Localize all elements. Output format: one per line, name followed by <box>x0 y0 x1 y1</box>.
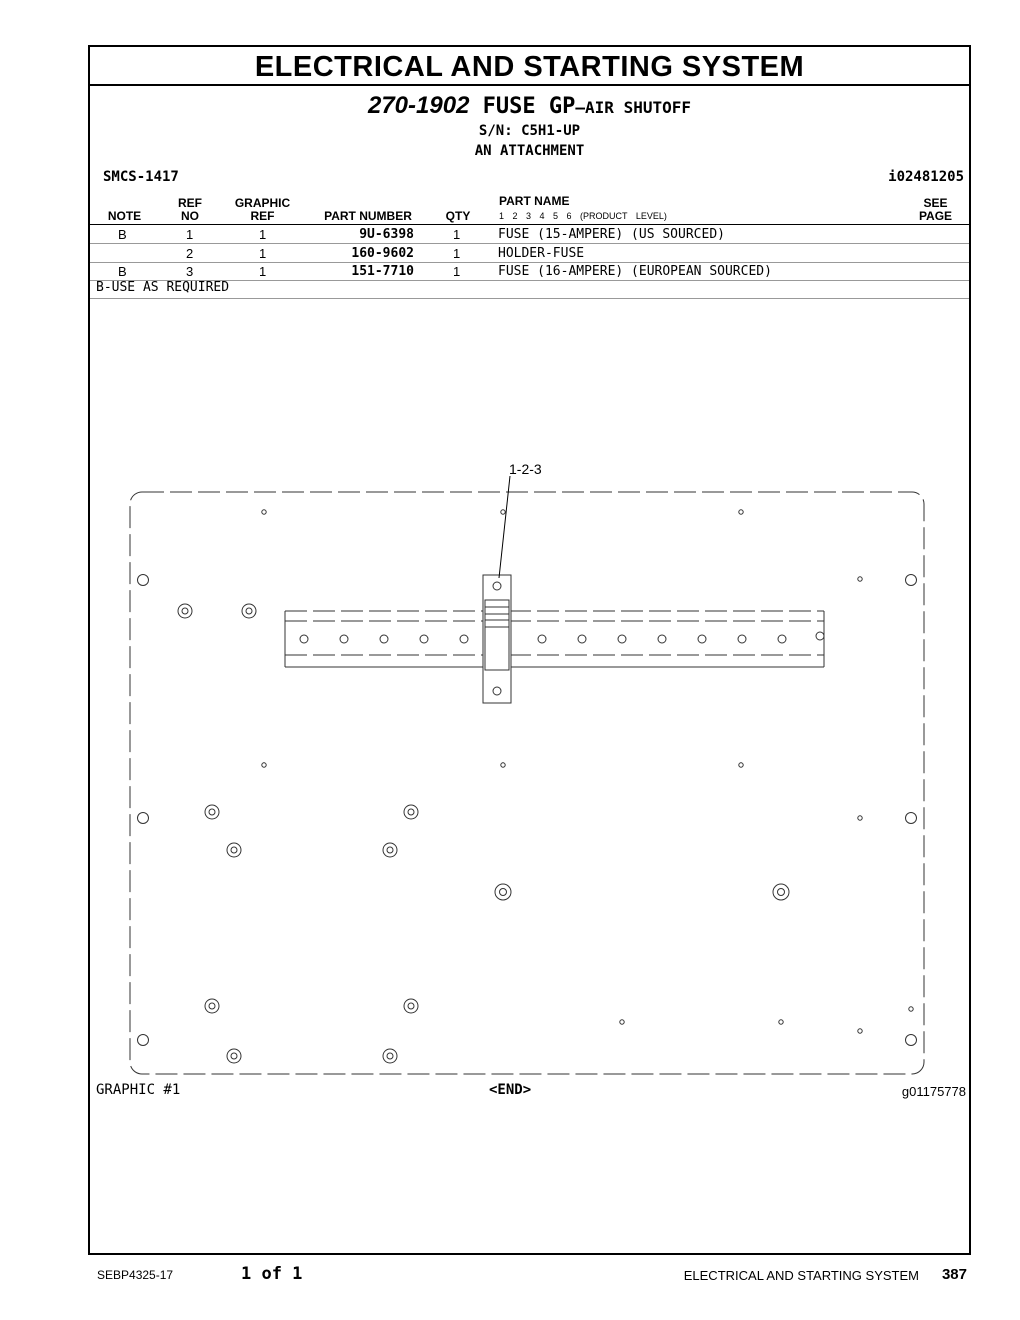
col-product-level: 1 2 3 4 5 6 (PRODUCT LEVEL) <box>499 211 667 221</box>
row-graphic: 1 <box>259 264 267 279</box>
graphic-id: g01175778 <box>901 1084 966 1099</box>
group-desc: AIR SHUTOFF <box>585 98 691 117</box>
callout-label: 1-2-3 <box>509 461 542 477</box>
row-ref: 1 <box>186 227 194 242</box>
doc-id: SEBP4325-17 <box>97 1268 174 1282</box>
document-ident: i02481205 <box>888 169 964 185</box>
row-ref: 3 <box>186 264 194 279</box>
group-number: 270-1902 <box>367 92 470 119</box>
row-part-name: FUSE (15-AMPERE) (US SOURCED) <box>498 227 725 242</box>
end-label: <END> <box>489 1082 532 1098</box>
col-see-page-line2: PAGE <box>918 209 953 223</box>
row-part-number: 151-7710 <box>351 264 414 279</box>
row-part-number: 9U-6398 <box>359 227 414 242</box>
col-qty: QTY <box>445 209 471 223</box>
col-part-number: PART NUMBER <box>324 209 412 223</box>
col-ref-no-line2: NO <box>181 209 199 223</box>
attachment-type: AN ATTACHMENT <box>474 143 585 159</box>
col-note: NOTE <box>107 209 142 223</box>
serial-number: S/N: C5H1-UP <box>478 123 581 139</box>
page-count: 1 of 1 <box>241 1264 303 1284</box>
page-number: 387 <box>941 1266 967 1283</box>
section-title: ELECTRICAL AND STARTING SYSTEM <box>90 47 969 86</box>
mounting-holes <box>138 575 917 1046</box>
fuse-holder <box>483 575 511 703</box>
group-name: FUSE GP <box>482 94 576 119</box>
row-ref: 2 <box>186 246 194 261</box>
footer-section: ELECTRICAL AND STARTING SYSTEM <box>683 1268 919 1283</box>
note-b: B-USE AS REQUIRED <box>96 280 230 295</box>
col-graphic-ref-line2: REF <box>250 209 275 223</box>
row-qty: 1 <box>453 264 461 279</box>
small-holes <box>262 510 913 1033</box>
callout-leader <box>499 476 510 578</box>
row-graphic: 1 <box>259 246 267 261</box>
group-dash: — <box>575 98 586 117</box>
row-note: B <box>118 264 127 279</box>
smcs-code: SMCS-1417 <box>103 169 179 185</box>
row-part-number: 160-9602 <box>351 246 414 261</box>
row-qty: 1 <box>453 246 461 261</box>
row-part-name: FUSE (16-AMPERE) (EUROPEAN SOURCED) <box>498 264 772 279</box>
col-ref-no-line1: REF <box>178 196 202 210</box>
mounting-panel-outline <box>130 492 924 1074</box>
row-part-name: HOLDER-FUSE <box>498 246 585 261</box>
row-note: B <box>118 227 127 242</box>
col-part-name: PART NAME <box>499 194 570 208</box>
row-qty: 1 <box>453 227 461 242</box>
row-graphic: 1 <box>259 227 267 242</box>
col-graphic-ref-line1: GRAPHIC <box>234 196 291 210</box>
rail-holes <box>300 632 824 643</box>
col-see-page-line1: SEE <box>923 196 948 210</box>
din-rail <box>285 611 824 667</box>
graphic-label: GRAPHIC #1 <box>96 1082 181 1098</box>
